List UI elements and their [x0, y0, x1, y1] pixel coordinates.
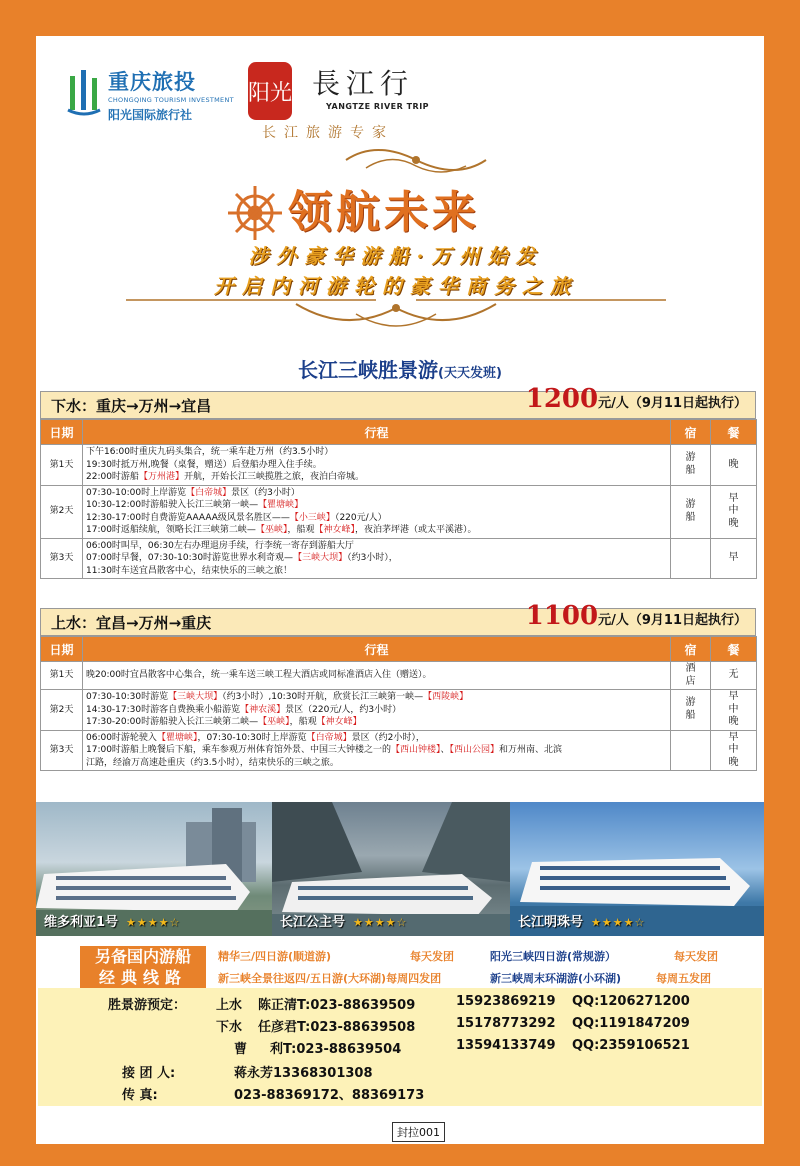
upstream-price — [526, 601, 747, 631]
slogan-line-1: 涉外豪华游船·万州始发 — [248, 244, 544, 268]
itinerary-line — [86, 487, 667, 500]
upstream-header — [40, 601, 756, 636]
ship-stars-3: ★★★★☆ — [591, 916, 646, 929]
itinerary-line — [86, 446, 667, 459]
row-day: 第2天 — [41, 485, 83, 538]
row-lodging: 游船 — [671, 445, 711, 486]
itinerary-line — [86, 704, 667, 717]
itinerary-line — [86, 459, 667, 472]
itinerary-text: （约3小时）， — [347, 553, 398, 563]
downstream-section — [40, 384, 756, 579]
ship-label-1 — [44, 911, 180, 930]
scenic-spot: 【三峡大坝】 — [293, 553, 348, 563]
row-meal: 无 — [711, 662, 757, 690]
itinerary-text: 07:30-10:00时上岸游览 — [86, 487, 187, 498]
table-row — [41, 662, 757, 690]
ship-name-1: 维多利亚1号 — [44, 915, 119, 930]
chongqing-tourism-logo — [66, 66, 246, 130]
row-meal: 早中晚 — [711, 485, 757, 538]
itinerary-text: 17:00时游船上晚餐后下船，乘车参观万州体育馆外景、中国三大钟楼之一的 — [86, 745, 391, 755]
downstream-route: 下水：重庆→万州→宜昌 — [51, 397, 212, 415]
itinerary-text: ，船观 — [287, 525, 315, 535]
col-day: 日期 — [41, 637, 83, 662]
itinerary-line — [86, 540, 667, 553]
contact-dir: 曹 — [234, 1042, 248, 1057]
other-line-item: 每天发团 — [410, 950, 454, 963]
table-header-row — [41, 420, 757, 445]
table-row — [41, 690, 757, 731]
slogan-line-2: 开启内河游轮的豪华商务之旅 — [214, 274, 578, 298]
itinerary-line — [86, 669, 667, 682]
row-day: 第1天 — [41, 445, 83, 486]
row-lodging — [671, 730, 711, 771]
contact-dir: 下水 — [216, 1020, 243, 1035]
scenic-spot: 【白帝城】 — [186, 487, 232, 498]
downstream-price-unit: 元/人（9月11日起执行） — [598, 396, 747, 411]
itinerary-text: ，船观 — [289, 717, 317, 727]
itinerary-text: 景区（约2小时）， — [351, 732, 425, 743]
itinerary-line — [86, 552, 667, 565]
upstream-route: 上水：宜昌→万州→重庆 — [51, 614, 212, 632]
main-title: 领航未来 — [288, 187, 480, 238]
row-day: 第3天 — [41, 730, 83, 771]
scenic-spot: 【神女峰】 — [316, 717, 362, 727]
row-lodging: 游船 — [671, 485, 711, 538]
other-line-item: 精华三/四日游(顺道游) — [218, 950, 332, 963]
reception-label: 接 团 人: — [122, 1066, 176, 1081]
scenic-spot: 【神农溪】 — [240, 704, 286, 715]
itinerary-line — [86, 716, 667, 729]
col-meal: 餐 — [711, 420, 757, 445]
row-meal: 早 — [711, 538, 757, 579]
ship-wheel-icon — [226, 184, 284, 242]
contact-name: 利T:023-88639504 — [270, 1042, 402, 1057]
itinerary-text: ，07:30-10:30时上岸游览 — [197, 732, 307, 743]
scenic-spot: 【西山公园】 — [449, 745, 499, 755]
scenic-spot: 【瞿塘峡】 — [156, 732, 198, 743]
downstream-header — [40, 384, 756, 419]
contact-qq: QQ:1191847209 — [572, 1016, 690, 1031]
row-lodging: 酒店 — [671, 662, 711, 690]
itinerary-text: 07:30-10:30时游览 — [86, 692, 169, 702]
other-line-item: 阳光三峡四日游(常规游） — [490, 950, 617, 963]
itinerary-text: 和万州南、北滨 — [499, 745, 563, 755]
upstream-table — [40, 636, 757, 771]
itinerary-line — [86, 744, 667, 757]
brand-name-en: YANGTZE RIVER TRIP — [326, 102, 430, 111]
row-itinerary — [83, 485, 671, 538]
row-day: 第3天 — [41, 538, 83, 579]
itinerary-text: 江路，经渝万高速赴重庆（约3.5小时），结束快乐的三峡之旅。 — [86, 757, 339, 768]
itinerary-text: 17:00时返船续航，领略长江三峡第二峡— — [86, 525, 256, 535]
itinerary-line — [86, 524, 667, 537]
itinerary-line — [86, 757, 667, 770]
logo-en: CHONGQING TOURISM INVESTMENT — [108, 96, 234, 104]
contact-qq: QQ:2359106521 — [572, 1038, 690, 1053]
row-day: 第1天 — [41, 662, 83, 690]
contact-qq: QQ:1206271200 — [572, 994, 690, 1009]
upstream-section — [40, 601, 756, 771]
col-day: 日期 — [41, 420, 83, 445]
row-meal: 晚 — [711, 445, 757, 486]
itinerary-text: （220元/人） — [334, 512, 387, 523]
brand-seal: 阳光 — [248, 62, 292, 120]
scenic-spot: 【西山钟楼】 — [390, 745, 441, 755]
itinerary-text: 19:30时抵万州,晚餐（桌餐，赠送）后登船办理入住手续。 — [86, 459, 322, 470]
col-itinerary: 行程 — [83, 637, 671, 662]
row-itinerary — [83, 445, 671, 486]
ship-name-2: 长江公主号 — [280, 915, 346, 930]
contact-dir: 上水 — [216, 998, 243, 1013]
scenic-spot: 【万州港】 — [138, 472, 184, 482]
ship-label-2 — [280, 911, 407, 930]
ship-photo-1 — [36, 802, 272, 936]
itinerary-text: 12:30-17:00时自费游览AAAAA级风景名胜区—— — [86, 512, 290, 523]
itinerary-text: 晚20:00时宜昌散客中心集合，统一乘车送三峡工程大酒店或同标准酒店入住（赠送）。 — [86, 670, 432, 681]
col-itinerary: 行程 — [83, 420, 671, 445]
itinerary-line — [86, 691, 667, 704]
row-meal: 早中晚 — [711, 690, 757, 731]
brand-tagline: 长江旅游专家 — [262, 125, 394, 141]
itinerary-line — [86, 732, 667, 745]
booking-label: 胜景游预定： — [108, 998, 187, 1013]
table-header-row — [41, 637, 757, 662]
col-lodging: 宿 — [671, 420, 711, 445]
ship-stars-2: ★★★★☆ — [353, 916, 408, 929]
itinerary-text: 22:00时游船 — [86, 472, 139, 482]
table-row — [41, 730, 757, 771]
other-lines — [36, 944, 764, 990]
itinerary-line — [86, 499, 667, 512]
row-lodging — [671, 538, 711, 579]
reception-contact: 蒋永芳13368301308 — [234, 1066, 373, 1081]
other-line-item: 每周五发团 — [656, 972, 711, 985]
contact-mobile: 15178773292 — [456, 1016, 556, 1031]
scenic-spot: 【巫峡】 — [255, 525, 288, 535]
ship-label-3 — [518, 911, 645, 930]
itinerary-text: 06:00时叫早，06:30左右办理退房手续，行李统一寄存到游船大厅 — [86, 540, 354, 551]
scenic-spot: 【瞿塘峡】 — [258, 500, 304, 510]
itinerary-text: 下午16:00时重庆九码头集合，统一乘车赴万州（约3.5小时） — [86, 447, 334, 457]
table-row — [41, 485, 757, 538]
other-line-item: 每天发团 — [674, 950, 718, 963]
brochure-page — [36, 36, 764, 1144]
row-itinerary — [83, 690, 671, 731]
contact-mobile: 15923869219 — [456, 994, 556, 1009]
itinerary-line — [86, 512, 667, 525]
itinerary-text: 10:30-12:00时游船驶入长江三峡第一峡— — [86, 500, 259, 510]
row-day: 第2天 — [41, 690, 83, 731]
scenic-spot: 【巫峡】 — [258, 717, 290, 727]
other-lines-label — [80, 946, 206, 990]
fax-label: 传 真: — [122, 1088, 158, 1103]
itinerary-text: ，夜泊茅坪港（或太平溪港）。 — [354, 525, 477, 535]
scenic-spot: 【西陵峡】 — [423, 692, 469, 702]
row-itinerary — [83, 538, 671, 579]
scenic-spot: 【神女峰】 — [314, 525, 355, 535]
other-line-item: 新三峡周末环湖游(小环湖) — [490, 972, 622, 985]
contact-panel — [38, 988, 762, 1106]
ship-name-3: 长江明珠号 — [518, 915, 584, 930]
downstream-price-number: 1200 — [525, 384, 599, 414]
upstream-price-number: 1100 — [525, 601, 599, 631]
other-lines-label-1: 另备国内游船 — [94, 947, 191, 966]
itinerary-text: 景区（220元/人，约3小时） — [285, 704, 402, 715]
row-meal: 早中晚 — [711, 730, 757, 771]
itinerary-text: 景区（约3小时） — [231, 487, 300, 498]
itinerary-text: 11:30时车送宜昌散客中心，结束快乐的三峡之旅！ — [86, 565, 292, 576]
ship-photos — [36, 802, 764, 936]
leaf-logo-icon — [66, 68, 102, 116]
route-title — [36, 354, 764, 383]
fax-number: 023-88369172、88369173 — [234, 1088, 425, 1103]
row-lodging: 游船 — [671, 690, 711, 731]
logo-subtitle: 阳光国际旅行社 — [108, 108, 193, 122]
logo-cn: 重庆旅投 — [108, 70, 196, 94]
contact-name: 任彦君T:023-88639508 — [258, 1020, 416, 1035]
decorative-flourish-top — [336, 140, 496, 180]
downstream-price — [526, 384, 747, 414]
contact-name: 陈正清T:023-88639509 — [258, 998, 416, 1013]
col-lodging: 宿 — [671, 637, 711, 662]
itinerary-text: 07:00时早餐，07:30-10:30时游览世界水利奇观— — [86, 553, 294, 563]
itinerary-text: 、 — [440, 745, 450, 755]
itinerary-text: 17:30-20:00时游船驶入长江三峡第二峡— — [86, 717, 259, 727]
catalog-code: 封拉001 — [392, 1122, 445, 1142]
table-row — [41, 445, 757, 486]
itinerary-line — [86, 471, 667, 484]
downstream-table — [40, 419, 757, 579]
scenic-spot: 【三峡大坝】 — [168, 692, 223, 702]
row-itinerary — [83, 730, 671, 771]
ship-stars-1: ★★★★☆ — [126, 916, 181, 929]
contact-mobile: 13594133749 — [456, 1038, 556, 1053]
itinerary-text: 06:00时游轮驶入 — [86, 732, 157, 743]
downstream-rows — [41, 445, 757, 579]
itinerary-line — [86, 565, 667, 578]
other-lines-label-2: 经典线路 — [98, 968, 187, 987]
col-meal: 餐 — [711, 637, 757, 662]
ship-photo-3 — [510, 802, 764, 936]
decorative-flourish-bottom — [116, 294, 676, 338]
brand-name-cn: 長江行 — [312, 67, 415, 100]
scenic-spot: 【白帝城】 — [306, 732, 352, 743]
upstream-rows — [41, 662, 757, 771]
route-title-text: 长江三峡胜景游 — [298, 358, 439, 382]
route-title-note: (天天发班) — [438, 366, 502, 381]
table-row — [41, 538, 757, 579]
other-line-item: 新三峡全景往返四/五日游(大环湖)每周四发团 — [218, 972, 442, 985]
itinerary-text: （约3小时）,10:30时开航，欣赏长江三峡第一峡— — [222, 692, 424, 702]
row-itinerary — [83, 662, 671, 690]
scenic-spot: 【小三峡】 — [289, 512, 335, 523]
itinerary-text: 开航，开始长江三峡揽胜之旅，夜泊白帝城。 — [183, 472, 364, 482]
itinerary-text: 14:30-17:30时游客自费换乘小船游览 — [86, 704, 241, 715]
ship-photo-2 — [272, 802, 510, 936]
upstream-price-unit: 元/人（9月11日起执行） — [598, 613, 747, 628]
